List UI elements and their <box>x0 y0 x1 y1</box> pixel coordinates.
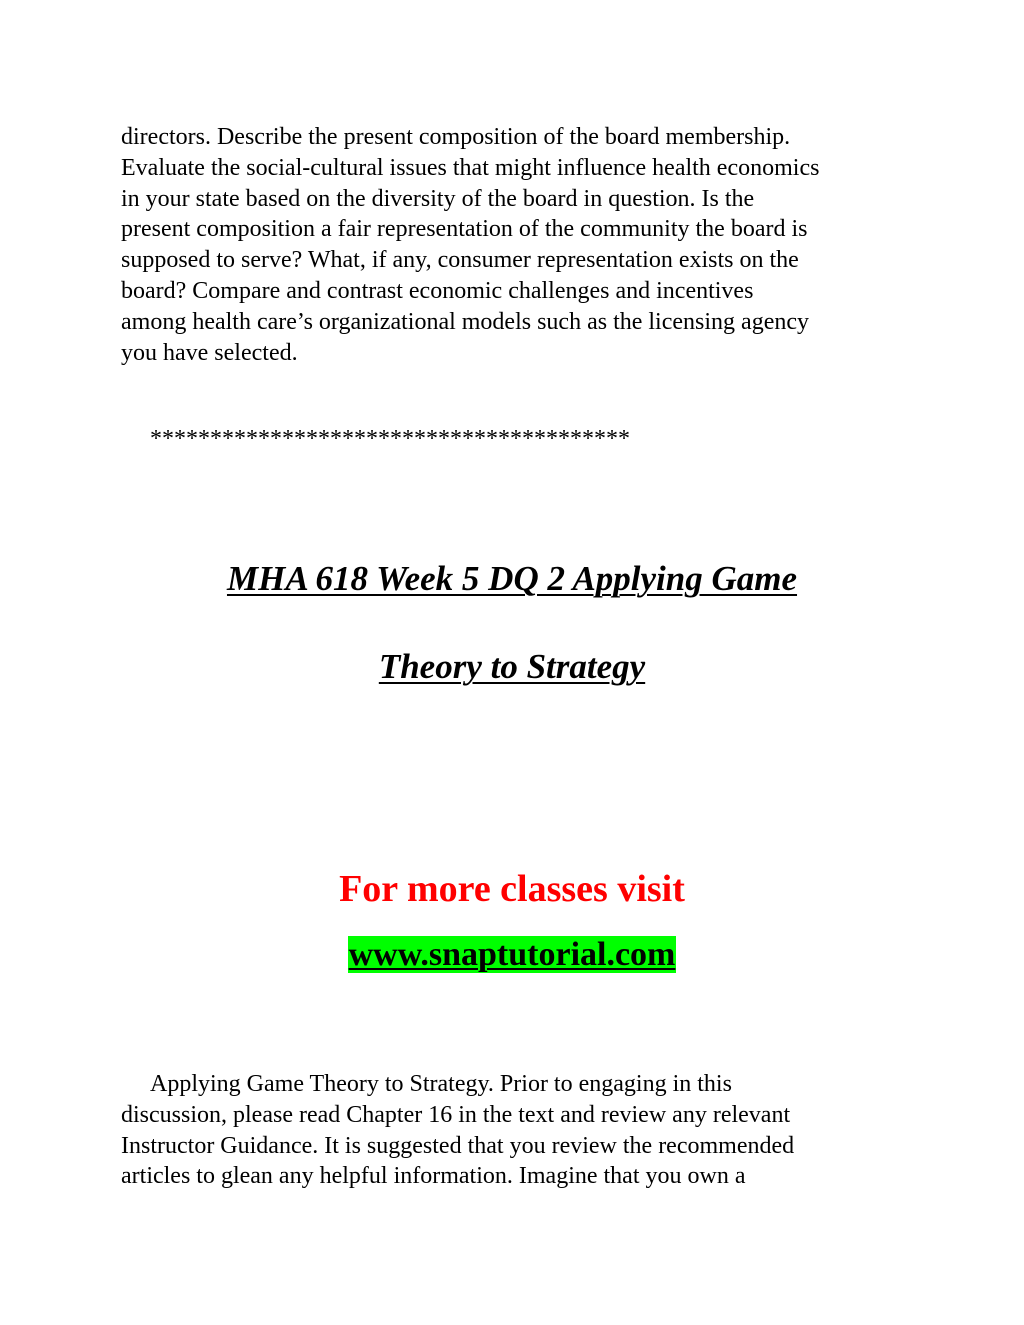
paragraph-line: supposed to serve? What, if any, consumer representation exists on the <box>121 247 799 274</box>
paragraph-line: you have selected. <box>121 339 298 366</box>
paragraph-line: among health care’s organizational models such as the licensing agency <box>121 308 809 335</box>
paragraph-line: Applying Game Theory to Strategy. Prior to engaging in this <box>150 1071 732 1097</box>
paragraph-line: Evaluate the social-cultural issues that might influence health economics <box>121 154 820 181</box>
website-link[interactable]: www.snaptutorial.com <box>348 936 676 973</box>
paragraph-line: directors. Describe the present composition of the board membership. <box>121 124 791 150</box>
paragraph-line: Instructor Guidance. It is suggested that you review the recommended <box>121 1132 795 1159</box>
paragraph-line: board? Compare and contrast economic challenges and incentives <box>121 277 754 304</box>
paragraph-line: in your state based on the diversity of the board in question. Is the <box>121 185 755 212</box>
document-title-line-2: Theory to Strategy <box>378 647 646 686</box>
paragraph-line: discussion, please read Chapter 16 in the text and review any relevant <box>121 1101 791 1128</box>
top-paragraph <box>121 122 921 368</box>
asterisk-separator: **************************************** <box>150 426 630 452</box>
paragraph-line: present composition a fair representation of the community the board is <box>121 216 808 243</box>
document-title-line-1: MHA 618 Week 5 DQ 2 Applying Game <box>226 559 798 598</box>
paragraph-line: articles to glean any helpful information. Imagine that you own a <box>121 1163 746 1190</box>
promo-link-row <box>0 932 1024 978</box>
promo-text: For more classes visit <box>339 868 685 910</box>
bottom-paragraph <box>121 1069 921 1192</box>
